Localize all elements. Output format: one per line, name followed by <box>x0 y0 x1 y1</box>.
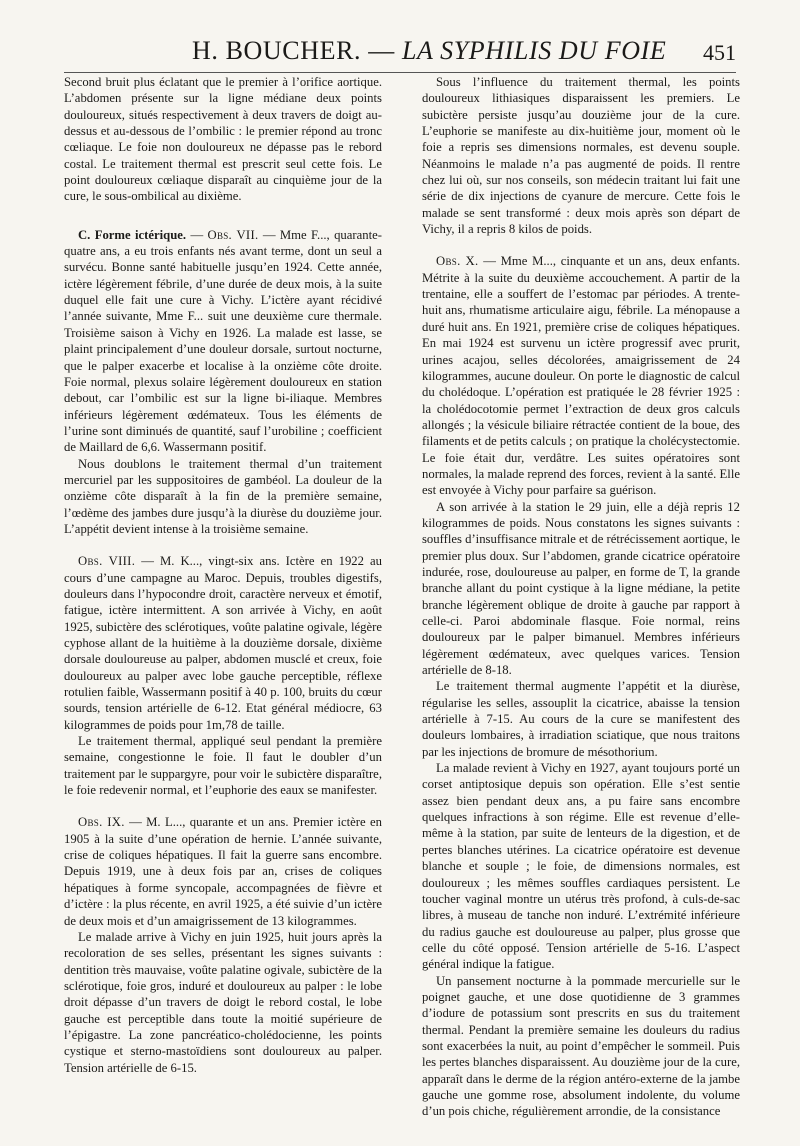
running-title <box>192 36 666 66</box>
header-author: H. BOUCHER. <box>192 36 362 65</box>
paragraph: Second bruit plus éclatant que le premier à l’orifice aortique. L’abdomen présente sur la ligne médiane deux points douloureux, situés respectivement à deux travers de doigt au-dessus et au-dessous de l’ombilic : le premier répond au tronc cœliaque. Le foie non douloureux ne dépasse pas le rebord costal. Le traitement thermal est prescrit seul cette fois. Le point douloureux cœliaque disparaît au cinquième jour de la cure, le sous-ombilical au dixième. <box>64 75 382 204</box>
paragraph: Sous l’influence du traitement thermal, les points douloureux lithiasiques disparaissent les premiers. Le subictère persiste jusqu’au douzième jour de la cure. L’euphorie se manifeste au dix-huitième jour, moment où le foie a repris ses dimensions normales, est devenu souple. Néanmoins le malade n’a pas augmenté de poids. Il rentre chez lui où, sur nos conseils, son médecin traitant lui fait une série de dix injections de cyanure de mercure. Cette fois le malade se sent transformé : deux mois après son départ de Vichy, il a repris 8 kilos de poids. <box>422 75 740 237</box>
observation-label: Obs. X. <box>436 254 479 269</box>
obs-viii-paragraph: Obs. VIII. — M. K..., vingt-six ans. Ictère en 1922 au cours d’une campagne au Maroc. Depuis, troubles digestifs, douleurs dans l’hypocondre droit, caractère nerveux et émotif, fatigue, ictère intermittent. A son arrivée à Vichy, en août 1925, subictère des sclérotiques, voûte palatine ogivale, légère cyphose allant de la huitième à la douzième dorsale, dixième dorsale douloureuse au palper, abdomen musclé et creux, foie douloureux au palper avec lobe gauche perceptible, réflexe rotulien faible, Wassermann positif à 40 p. 100, bruits du cœur sourds, tension artérielle de 6-12. Etat général médiocre, 63 kilogrammes de poids pour 1m,78 de taille. <box>64 554 383 732</box>
obs-ix-paragraph: Obs. IX. — M. L..., quarante et un ans. Premier ictère en 1905 à la suite d’une opération de hernie. L’année suivante, crise de coliques hépatiques. Il fait la guerre sans encombre. Depuis 1919, une à deux fois par an, crises de coliques hépatiques à forme syncopale, accompagnées de fièvre et d’ictère : la plus récente, en avril 1925, a été suivie d’un ictère de deux mois et d’un amaigrissement de 13 kilogrammes. <box>64 815 382 928</box>
header-rule <box>64 72 736 73</box>
observation-label: Obs. VIII. <box>78 554 136 569</box>
paragraph: Le traitement thermal augmente l’appétit et la diurèse, régularise les selles, assouplit la cicatrice, abaisse la tension artérielle à 7-15. Au cours de la cure se manifestent des douleurs lombaires, à irradiation sciatique, que nous traitons par les injections de bromure de mésothorium. <box>422 679 740 759</box>
right-column <box>422 74 740 1120</box>
observation-text: Mme F..., quarante-quatre ans, a eu trois enfants nés avant terme, dont un seul a survécu. Bonne santé habituelle jusqu’en 1924. Cette année, ictère légèrement fébrile, d’une durée de deux mois, à la suite duquel elle fait une cure à Vichy. L’ictère ayant récidivé l’année suivante, Mme F... suit une deuxième cure thermale. Troisième saison à Vichy en 1926. La malade est lasse, se plaint principalement d’une douleur dorsale, surtout nocturne, que le palper exacerbe et localise à la onzième côte droite. Foie normal, plexus solaire légèrement douloureux en station debout, car l’ombilic est sur la ligne bi-iliaque. Membres inférieurs légèrement œdémateux. Tous les éléments de l’urine sont diminués de quantité, sauf l’urobiline ; coefficient de Maillard de 6,6. Wassermann positif. <box>64 227 382 455</box>
paragraph: La malade revient à Vichy en 1927, ayant toujours porté un corset antiptosique depuis son opération. Elle s’est sentie assez bien pendant deux ans, a pu faire sans encombre quelques infractions à son régime. Elle est revenue d’elle-même à la station, par suite de lenteurs de la digestion, et de pertes blanches utérines. La cicatrice opératoire est devenue blanche et souple ; le foie, de dimensions normales, est douloureux ; les mêmes souffles cardiaques persistent. Le toucher vaginal montre un utérus très profond, à culs-de-sac libres, à museau de tanche non induré. L’extrémité inférieure du radius gauche est douloureuse au palper, plus grosse que celle du côté opposé. Tension artérielle de 5-16. L’aspect général indique la fatigue. <box>422 761 740 972</box>
paragraph: Le malade arrive à Vichy en juin 1925, huit jours après la recoloration de ses selles, présentant les signes suivants : dentition très mauvaise, voûte palatine ogivale, subictère de la sclérotique, foie gros, induré et douloureux au palper : le lobe droit dépasse d’un travers de doigt le rebord costal, le lobe gauche est perceptible dans toute la moitié supérieure de l’épigastre. La zone pancréatico-cholédocienne, les points cystique et sterno-mastoïdiens sont douloureux au palper. Tension artérielle de 6-15. <box>64 929 382 1075</box>
observation-text: Mme M..., cinquante et un ans, deux enfants. Métrite à la suite du deuxième accouchement. A partir de la trentaine, elle a souffert de l’estomac par périodes. A trente-huit ans, rhumatisme articulaire aigu, fébrile. La ménopause a duré huit ans. En 1921, première crise de coliques hépatiques. En mai 1924 est survenu un ictère progressif avec prurit, urines acajou, selles décolorées, amaigrissement de 24 kilogrammes, aucune douleur. On porte le diagnostic de calcul du cholédoque. L’opération est pratiquée le 28 février 1925 : la cholédocotomie permet l’extraction de deux gros calculs allongés ; la vésicule biliaire rétractée contient de la boue, des filaments et de petits calculs ; on pratique la cholécystectomie. Le foie était dur, verdâtre. Les suites opératoires sont normales, la malade reprend des forces, revient à la santé. Elle est envoyée à Vichy pour parfaire sa guérison. <box>422 254 740 498</box>
obs-vii-paragraph: C. Forme ictérique. — Obs. VII. — Mme F..., quarante-quatre ans, a eu trois enfants nés avant terme, dont un seul a survécu. Bonne santé habituelle jusqu’en 1924. Cette année, ictère légèrement fébrile, d’une durée de deux mois, à la suite duquel elle fait une cure à Vichy. L’ictère ayant récidivé l’année suivante, Mme F... suit une deuxième cure thermale. Troisième saison à Vichy en 1926. La malade est lasse, se plaint principalement d’une douleur dorsale, surtout nocturne, que le palper exacerbe et localise à la onzième côte droite. Foie normal, plexus solaire légèrement douloureux en station debout, car l’ombilic est sur la ligne bi-iliaque. Membres inférieurs légèrement œdémateux. Tous les éléments de l’urine sont diminués de quantité, sauf l’urobiline ; coefficient de Maillard de 6,6. Wassermann positif. <box>64 227 382 455</box>
obs-x-paragraph: Obs. X. — Mme M..., cinquante et un ans, deux enfants. Métrite à la suite du deuxième accouchement. A partir de la trentaine, elle a souffert de l’estomac par périodes. A trente-huit ans, rhumatisme articulaire aigu, fébrile. La ménopause a duré huit ans. En 1921, première crise de coliques hépatiques. En mai 1924 est survenu un ictère progressif avec prurit, urines acajou, selles décolorées, amaigrissement de 24 kilogrammes, aucune douleur. On porte le diagnostic de calcul du cholédoque. L’opération est pratiquée le 28 février 1925 : la cholédocotomie permet l’extraction de deux gros calculs allongés ; la vésicule biliaire rétractée contient de la boue, des filaments et de petits calculs ; on pratique la cholécystectomie. Le foie était dur, verdâtre. Les suites opératoires sont normales, la malade reprend des forces, revient à la santé. Elle est envoyée à Vichy pour parfaire sa guérison. <box>422 254 740 498</box>
running-header <box>64 34 736 74</box>
observation-text: M. K..., vingt-six ans. Ictère en 1922 au cours d’une campagne au Maroc. Depuis, troubles digestifs, douleurs dans l’hypocondre droit, caractère nerveux et émotif, fatigue, ictère intermittent. A son arrivée à Vichy, en août 1925, subictère des sclérotiques, voûte palatine ogivale, légère cyphose allant de la huitième à la douzième dorsale, dixième dorsale douloureuse au palper, abdomen musclé et creux, foie douloureux au palper avec lobe gauche perceptible, réflexe rotulien faible, Wassermann positif à 40 p. 100, bruits du cœur sourds, tension artérielle de 6-12. Etat général médiocre, 63 kilogrammes de poids pour 1m,78 de taille. <box>64 554 383 732</box>
observation-label: Obs. VII. <box>207 227 259 242</box>
paragraph: Le traitement thermal, appliqué seul pendant la première semaine, congestionne le foie. Il faut le doubler d’un traitement par le suppargyre, pour voir le subictère disparaître, le foie redevenir normal, et l’euphorie des eaux se manifester. <box>64 734 382 798</box>
page-number: 451 <box>703 40 736 65</box>
paragraph: Nous doublons le traitement thermal d’un traitement mercuriel par les suppositoires de gambéol. La douleur de la onzième côte disparaît à la fin de la première semaine, l’œdème des jambes dure jusqu’à la diurèse du douzième jour. L’appétit devient intense à la troisième semaine. <box>64 456 382 536</box>
left-column <box>64 74 382 1076</box>
paragraph: A son arrivée à la station le 29 juin, elle a déjà repris 12 kilogrammes de poids. Nous constatons les signes suivants : souffles d’insuffisance mitrale et de rétrécissement aortique, le premier plus doux. Sur l’abdomen, grande cicatrice opératoire indurée, rose, douloureuse au palper, en forme de T, la grande branche allant du point cystique à la ligne médiane, la petite branche légèrement oblique de droite à gauche par rapport à celle-ci. Paroi abdominale flasque. Foie normal, reins douloureux par le palper bimanuel. Membres inférieurs légèrement œdémateux, avec quelques varices. Tension artérielle de 8-18. <box>422 499 741 678</box>
paragraph: Un pansement nocturne à la pommade mercurielle sur le poignet gauche, et une dose quotidienne de 3 grammes d’iodure de potassium sont prescrits en sus du traitement thermal. Pendant la première semaine les douleurs du radius sont exacerbées la nuit, au point d’empêcher le sommeil. Puis les pertes blanches disparaissent. Au douzième jour de la cure, apparaît dans le derme de la région antéro-externe de la jambe gauche une gomme rose, absolument indolente, du volume d’un pois chiche, régulièrement arrondie, de la consistance <box>422 973 740 1119</box>
section-heading: C. Forme ictérique. <box>78 227 187 242</box>
header-dash: — <box>361 36 402 65</box>
observation-text: M. L..., quarante et un ans. Premier ictère en 1905 à la suite d’une opération de hernie. L’année suivante, crise de coliques hépatiques. Il fait la guerre sans encombre. Depuis 1919, une à deux fois par an, crises de coliques hépatiques à forme syncopale, accompagnées de fièvre et d’ictère : la plus récente, en avril 1925, a été suivie d’un ictère de deux mois et d’un amaigrissement de 13 kilogrammes. <box>64 815 382 928</box>
header-work-title: LA SYPHILIS DU FOIE <box>401 36 667 65</box>
observation-label: Obs. IX. <box>78 815 125 830</box>
